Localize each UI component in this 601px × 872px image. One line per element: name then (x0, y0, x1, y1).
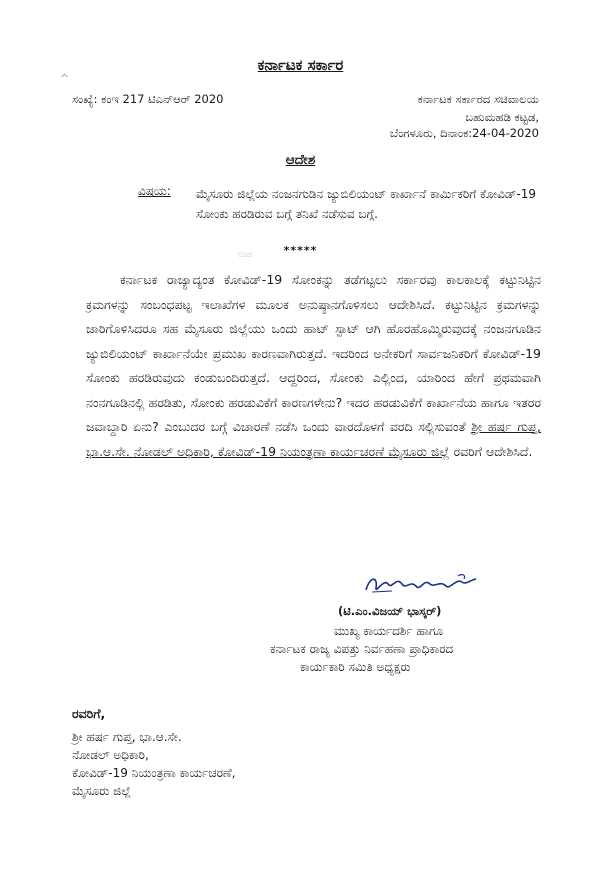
signature-image (362, 570, 482, 600)
margin-mark: ^ (60, 72, 70, 85)
body-text: ಕರ್ನಾಟಕ ರಾಜ್ಯಾದ್ಯಂತ ಕೋವಿಡ್-19 ಸೋಂಕನ್ನು ತಡೆಗಟ್ಟಲು ಸರ್ಕಾರವು ಕಾಲಕಾಲಕ್ಕೆ ಕಟ್ಟುನಿಟ್ಟಿನ ಕ್ರಮಗಳನ್ನು ಸಂಬಂಧಪಟ್ಟ ಇಲಾಖೆಗಳ ಮೂಲಕ ಅನುಷ್ಠಾನಗೊಳಿಸಲು ಆದೇಶಿಸಿದೆ. ಕಟ್ಟುನಿಟ್ಟಿನ ಕ್ರಮಗಳನ್ನು ಜಾರಿಗೊಳಿಸಿದರೂ ಸಹ ಮೈಸೂರು ಜಿಲ್ಲೆಯು ಒಂದು ಹಾಟ್ ಸ್ಪಾಟ್ ಆಗಿ ಹೊರಹೊಮ್ಮಿರುವುದಕ್ಕೆ ನಂಜನಗೂಡಿನ ಜ್ಯುಬಿಲಿಯಂಟ್ ಕಾರ್ಖಾನೆಯೇ ಪ್ರಮುಖ ಕಾರಣವಾಗಿರುತ್ತದೆ. ಇದರಿಂದ ಅನೇಕರಿಗೆ ಸಾರ್ವಜನಿಕರಿಗೆ ಕೋವಿಡ್-19 ಸೋಂಕು ಹರಡಿರುವುದು ಕಂಡುಬಂದಿರುತ್ತದೆ. ಆದ್ದರಿಂದ, ಸೋಂಕು ಎಲ್ಲಿಂದ, ಯಾರಿಂದ ಹೇಗೆ ಪ್ರಥಮವಾಗಿ ನಂನಗೂಡಿನಲ್ಲಿ ಹರಡಿತು, ಸೋಂಕು ಹರಡುವಿಕೆಗೆ ಕಾರಣಗಳೇನು? ಇದರ ಹರಡುವಿಕೆಗೆ ಕಾರ್ಖಾನೆಯ ಹಾಗೂ ಇತರರ ಜವಾಬ್ದಾರಿ ಏನು? ಎಂಬುದರ ಬಗ್ಗೆ ವಿಚಾರಣೆ ನಡೆಸಿ ಒಂದು ವಾರದೊಳಗೆ ವರದಿ ಸಲ್ಲಿಸುವಂತೆ (86, 272, 541, 434)
subject-label: ವಿಷಯ: (138, 184, 171, 198)
officer-reference: ಶ್ರೀ ಹರ್ಷ ಗುಪ್ತ, ಭಾ.ಆ.ಸೇ. ನೋಡಲ್ ಅಧಿಕಾರಿ, ಕೋವಿಡ್-19 ನಿಯಂತ್ರಣಾ ಕಾರ್ಯಚರಣೆ ಮೈಸೂರು ಜಿಲ್ಲೆ (86, 419, 541, 459)
office-address-line1: ಕರ್ನಾಟಕ ಸರ್ಕಾರದ ಸಚಿವಾಲಯ (417, 92, 539, 106)
signatory-designation-2: ಕರ್ನಾಟಕ ರಾಜ್ಯ ವಿಪತ್ತು ನಿರ್ವಹಣಾ ಪ್ರಾಧಿಕಾರದ (270, 642, 454, 656)
reference-number: ಸಂಖ್ಯೆ: ಕಂಇ 217 ಟಿಎನ್ಆರ್ 2020 (72, 92, 224, 106)
faint-mark: ಉದ (238, 250, 253, 260)
recipient-line-2: ನೋಡಲ್ ಅಧಿಕಾರಿ, (72, 748, 149, 762)
order-title: ಆದೇಶ (285, 152, 316, 168)
recipient-heading: ರವರಿಗೆ, (72, 706, 106, 721)
recipient-line-1: ಶ್ರೀ ಹರ್ಷ ಗುಪ್ತ, ಭಾ.ಆ.ಸೇ. (72, 730, 182, 744)
body-closing: ರವರಿಗೆ ಆದೇಶಿಸಿದೆ. (449, 443, 533, 459)
separator-stars: ***** (283, 244, 318, 257)
signatory-designation-1: ಮುಖ್ಯ ಕಾರ್ಯದರ್ಶಿ ಹಾಗೂ (334, 624, 444, 638)
place-and-date: ಬೆಂಗಳೂರು, ದಿನಾಂಕ:24-04-2020 (389, 126, 539, 140)
signatory-designation-3: ಕಾರ್ಯಕಾರಿ ಸಮಿತಿ ಅಧ್ಯಕ್ಷರು (300, 660, 411, 674)
office-address-line2: ಬಹುಮಹಡಿ ಕಟ್ಟಡ, (465, 110, 539, 124)
signatory-name: (ಟಿ.ಎಂ.ವಿಜಯ್ ಭಾಸ್ಕರ್) (338, 604, 442, 618)
order-body-paragraph (86, 268, 541, 464)
government-title: ಕರ್ನಾಟಕ ಸರ್ಕಾರ (257, 56, 344, 74)
recipient-line-3: ಕೋವಿಡ್-19 ನಿಯಂತ್ರಣಾ ಕಾರ್ಯಚರಣೆ, (72, 766, 236, 780)
recipient-line-4: ಮೈಸೂರು ಜಿಲ್ಲೆ (72, 784, 131, 798)
subject-text: ಮೈಸೂರು ಜಿಲ್ಲೆಯ ನಂಜನಗುಡಿನ ಜ್ಯುಬಿಲಿಯಂಟ್ ಕಾರ್ಖಾನೆ ಕಾರ್ಮಿಕರಿಗೆ ಕೋವಿಡ್-19 ಸೋಂಕು ಹರಡಿರುವ ಬಗ್ಗೆ ತನಿಖೆ ನಡೆಸುವ ಬಗ್ಗೆ. (196, 187, 536, 221)
